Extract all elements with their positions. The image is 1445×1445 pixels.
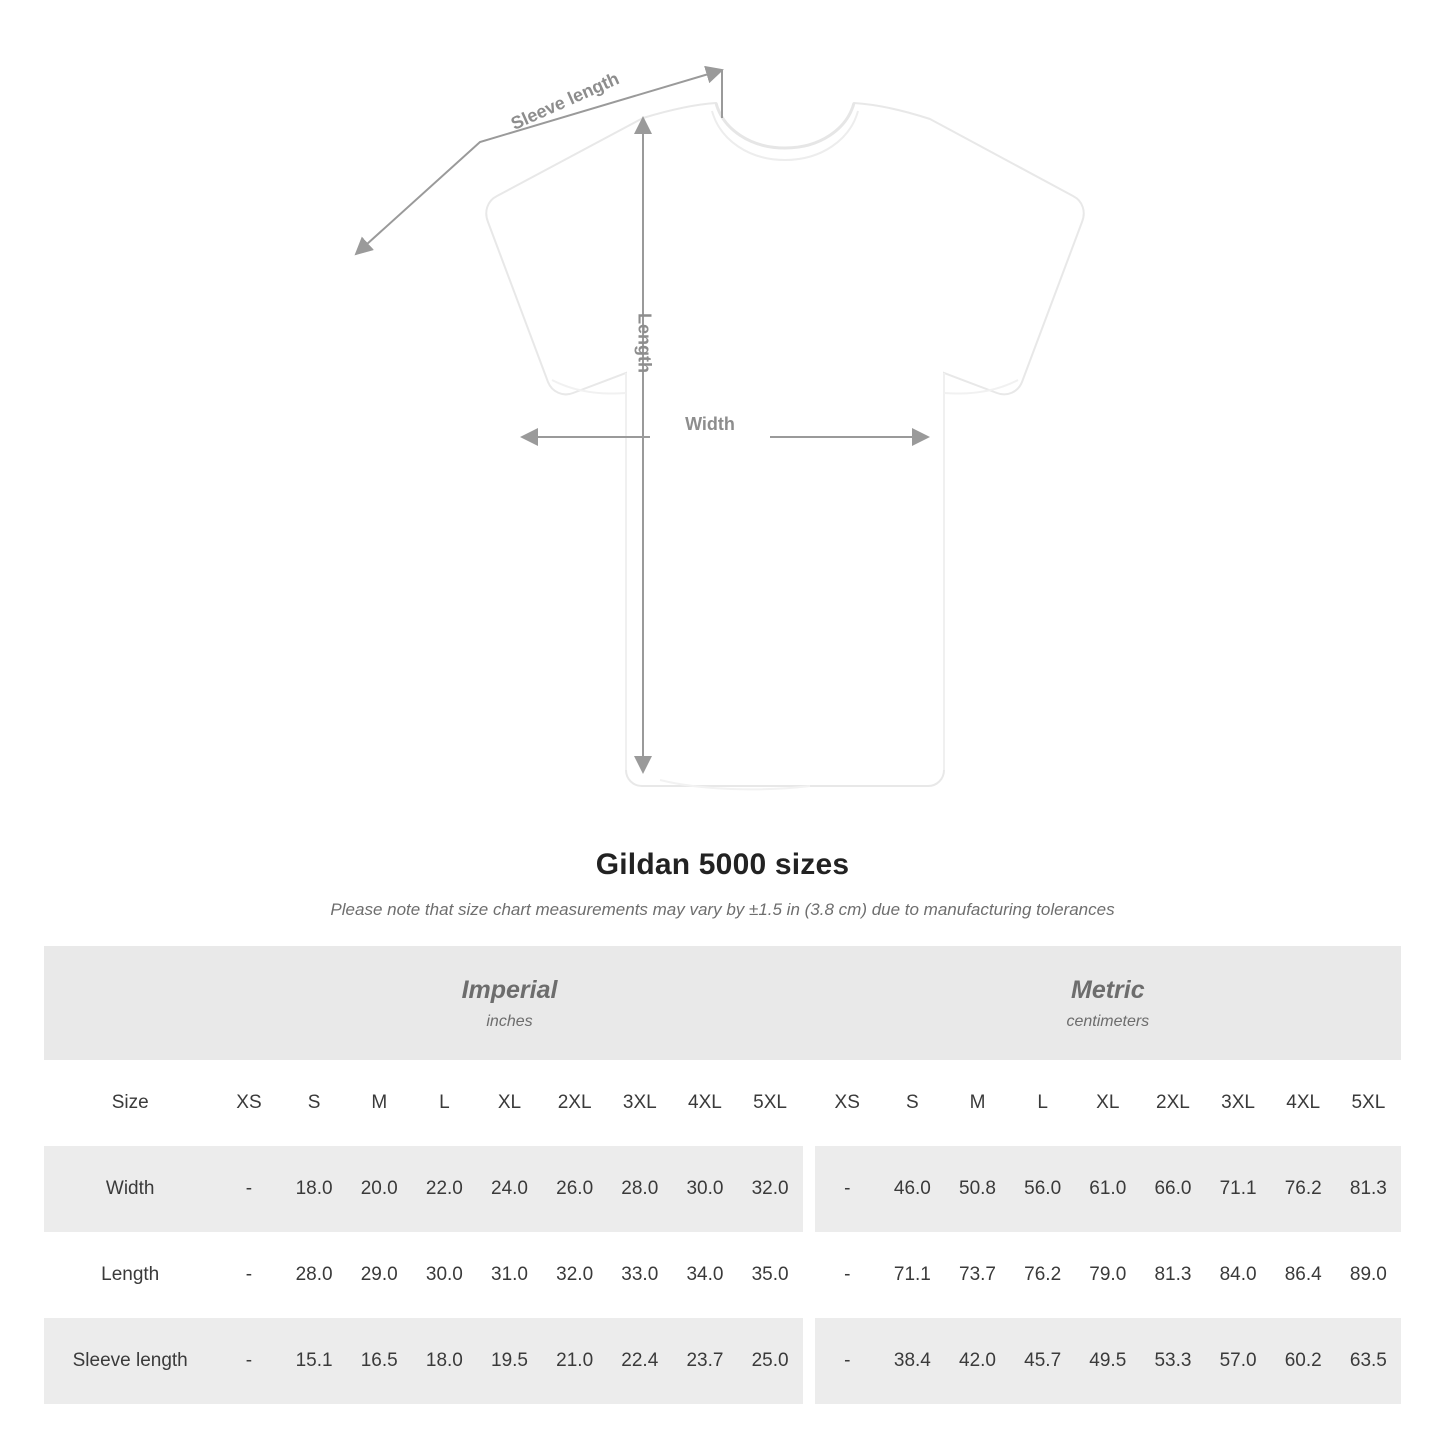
chart-note: Please note that size chart measurements may vary by ±1.5 in (3.8 cm) due to manufacturing tolerances bbox=[330, 900, 1115, 919]
cell-imperial-sleeve-xl: 19.5 bbox=[477, 1318, 542, 1404]
cell-metric-sleeve-5xl: 63.5 bbox=[1336, 1318, 1401, 1404]
size-header-imperial-s: S bbox=[282, 1060, 347, 1146]
size-header-metric-5xl: 5XL bbox=[1336, 1060, 1401, 1146]
size-header-metric-2xl: 2XL bbox=[1140, 1060, 1205, 1146]
cell-metric-length-xl: 79.0 bbox=[1075, 1232, 1140, 1318]
cell-imperial-length-l: 30.0 bbox=[412, 1232, 477, 1318]
cell-imperial-length-4xl: 34.0 bbox=[672, 1232, 737, 1318]
cell-metric-width-3xl: 71.1 bbox=[1206, 1146, 1271, 1232]
row-gap-length bbox=[803, 1232, 815, 1318]
cell-metric-width-2xl: 66.0 bbox=[1140, 1146, 1205, 1232]
size-header-label: Size bbox=[44, 1060, 216, 1146]
cell-metric-sleeve-xs: - bbox=[815, 1318, 880, 1404]
size-header-imperial-5xl: 5XL bbox=[738, 1060, 803, 1146]
cell-imperial-sleeve-l: 18.0 bbox=[412, 1318, 477, 1404]
cell-imperial-length-5xl: 35.0 bbox=[738, 1232, 803, 1318]
size-header-imperial-m: M bbox=[347, 1060, 412, 1146]
cell-imperial-length-xl: 31.0 bbox=[477, 1232, 542, 1318]
size-header-imperial-xl: XL bbox=[477, 1060, 542, 1146]
size-header-metric-xl: XL bbox=[1075, 1060, 1140, 1146]
cell-imperial-width-4xl: 30.0 bbox=[672, 1146, 737, 1232]
cell-imperial-sleeve-2xl: 21.0 bbox=[542, 1318, 607, 1404]
size-table bbox=[44, 946, 1401, 1404]
cell-metric-width-l: 56.0 bbox=[1010, 1146, 1075, 1232]
cell-metric-length-xs: - bbox=[815, 1232, 880, 1318]
row-gap-sleeve bbox=[803, 1318, 815, 1404]
cell-metric-width-s: 46.0 bbox=[880, 1146, 945, 1232]
cell-metric-length-s: 71.1 bbox=[880, 1232, 945, 1318]
cell-metric-length-2xl: 81.3 bbox=[1140, 1232, 1205, 1318]
size-header-row bbox=[44, 1060, 1401, 1146]
cell-imperial-length-3xl: 33.0 bbox=[607, 1232, 672, 1318]
cell-metric-width-4xl: 76.2 bbox=[1271, 1146, 1336, 1232]
cell-metric-width-xl: 61.0 bbox=[1075, 1146, 1140, 1232]
unit-metric-sub: centimeters bbox=[1066, 1012, 1150, 1030]
table-row bbox=[44, 1318, 1401, 1404]
cell-imperial-length-xs: - bbox=[216, 1232, 281, 1318]
cell-metric-length-3xl: 84.0 bbox=[1206, 1232, 1271, 1318]
cell-metric-sleeve-3xl: 57.0 bbox=[1206, 1318, 1271, 1404]
cell-imperial-width-xs: - bbox=[216, 1146, 281, 1232]
length-label bbox=[627, 288, 661, 398]
cell-metric-sleeve-m: 42.0 bbox=[945, 1318, 1010, 1404]
size-header-imperial-l: L bbox=[412, 1060, 477, 1146]
cell-metric-length-4xl: 86.4 bbox=[1271, 1232, 1336, 1318]
cell-metric-sleeve-xl: 49.5 bbox=[1075, 1318, 1140, 1404]
cell-imperial-width-3xl: 28.0 bbox=[607, 1146, 672, 1232]
title-block bbox=[0, 848, 1445, 920]
sleeve-length-label-text: Sleeve length bbox=[507, 67, 622, 134]
cell-metric-length-l: 76.2 bbox=[1010, 1232, 1075, 1318]
chart-title: Gildan 5000 sizes bbox=[595, 848, 850, 881]
cell-imperial-sleeve-3xl: 22.4 bbox=[607, 1318, 672, 1404]
cell-metric-sleeve-2xl: 53.3 bbox=[1140, 1318, 1205, 1404]
unit-header-gap bbox=[803, 946, 815, 1060]
row-label-sleeve-length: Sleeve length bbox=[44, 1318, 216, 1404]
cell-imperial-length-m: 29.0 bbox=[347, 1232, 412, 1318]
width-label-text: Width bbox=[685, 413, 735, 434]
cell-imperial-sleeve-xs: - bbox=[216, 1318, 281, 1404]
cell-imperial-width-l: 22.0 bbox=[412, 1146, 477, 1232]
size-header-metric-xs: XS bbox=[815, 1060, 880, 1146]
cell-imperial-width-s: 18.0 bbox=[282, 1146, 347, 1232]
table-row bbox=[44, 1146, 1401, 1232]
cell-imperial-width-5xl: 32.0 bbox=[738, 1146, 803, 1232]
width-label bbox=[650, 410, 770, 438]
size-header-metric-l: L bbox=[1010, 1060, 1075, 1146]
cell-metric-sleeve-s: 38.4 bbox=[880, 1318, 945, 1404]
cell-imperial-width-m: 20.0 bbox=[347, 1146, 412, 1232]
cell-imperial-width-2xl: 26.0 bbox=[542, 1146, 607, 1232]
size-header-metric-4xl: 4XL bbox=[1271, 1060, 1336, 1146]
cell-metric-sleeve-l: 45.7 bbox=[1010, 1318, 1075, 1404]
cell-imperial-sleeve-5xl: 25.0 bbox=[738, 1318, 803, 1404]
size-header-imperial-xs: XS bbox=[216, 1060, 281, 1146]
cell-metric-width-5xl: 81.3 bbox=[1336, 1146, 1401, 1232]
row-label-length: Length bbox=[44, 1232, 216, 1318]
cell-imperial-sleeve-4xl: 23.7 bbox=[672, 1318, 737, 1404]
size-header-metric-3xl: 3XL bbox=[1206, 1060, 1271, 1146]
unit-header-imperial bbox=[216, 946, 802, 1060]
cell-metric-length-5xl: 89.0 bbox=[1336, 1232, 1401, 1318]
cell-imperial-sleeve-m: 16.5 bbox=[347, 1318, 412, 1404]
size-header-imperial-3xl: 3XL bbox=[607, 1060, 672, 1146]
cell-imperial-length-2xl: 32.0 bbox=[542, 1232, 607, 1318]
cell-imperial-sleeve-s: 15.1 bbox=[282, 1318, 347, 1404]
unit-header-spacer bbox=[44, 946, 216, 1060]
size-header-gap bbox=[803, 1060, 815, 1146]
cell-imperial-length-s: 28.0 bbox=[282, 1232, 347, 1318]
length-label-text: Length bbox=[634, 313, 655, 373]
size-header-metric-s: S bbox=[880, 1060, 945, 1146]
cell-imperial-width-xl: 24.0 bbox=[477, 1146, 542, 1232]
cell-metric-width-m: 50.8 bbox=[945, 1146, 1010, 1232]
table-row bbox=[44, 1232, 1401, 1318]
size-header-metric-m: M bbox=[945, 1060, 1010, 1146]
row-gap-width bbox=[803, 1146, 815, 1232]
row-label-width: Width bbox=[44, 1146, 216, 1232]
cell-metric-width-xs: - bbox=[815, 1146, 880, 1232]
unit-metric-name: Metric bbox=[1071, 976, 1145, 1005]
unit-header-row bbox=[44, 946, 1401, 1060]
size-header-imperial-2xl: 2XL bbox=[542, 1060, 607, 1146]
size-table-wrapper bbox=[44, 946, 1401, 1404]
unit-header-metric bbox=[815, 946, 1401, 1060]
cell-metric-length-m: 73.7 bbox=[945, 1232, 1010, 1318]
cell-metric-sleeve-4xl: 60.2 bbox=[1271, 1318, 1336, 1404]
unit-imperial-name: Imperial bbox=[461, 976, 558, 1005]
tshirt-shape bbox=[486, 103, 1083, 789]
unit-imperial-sub: inches bbox=[486, 1012, 533, 1030]
size-header-imperial-4xl: 4XL bbox=[672, 1060, 737, 1146]
